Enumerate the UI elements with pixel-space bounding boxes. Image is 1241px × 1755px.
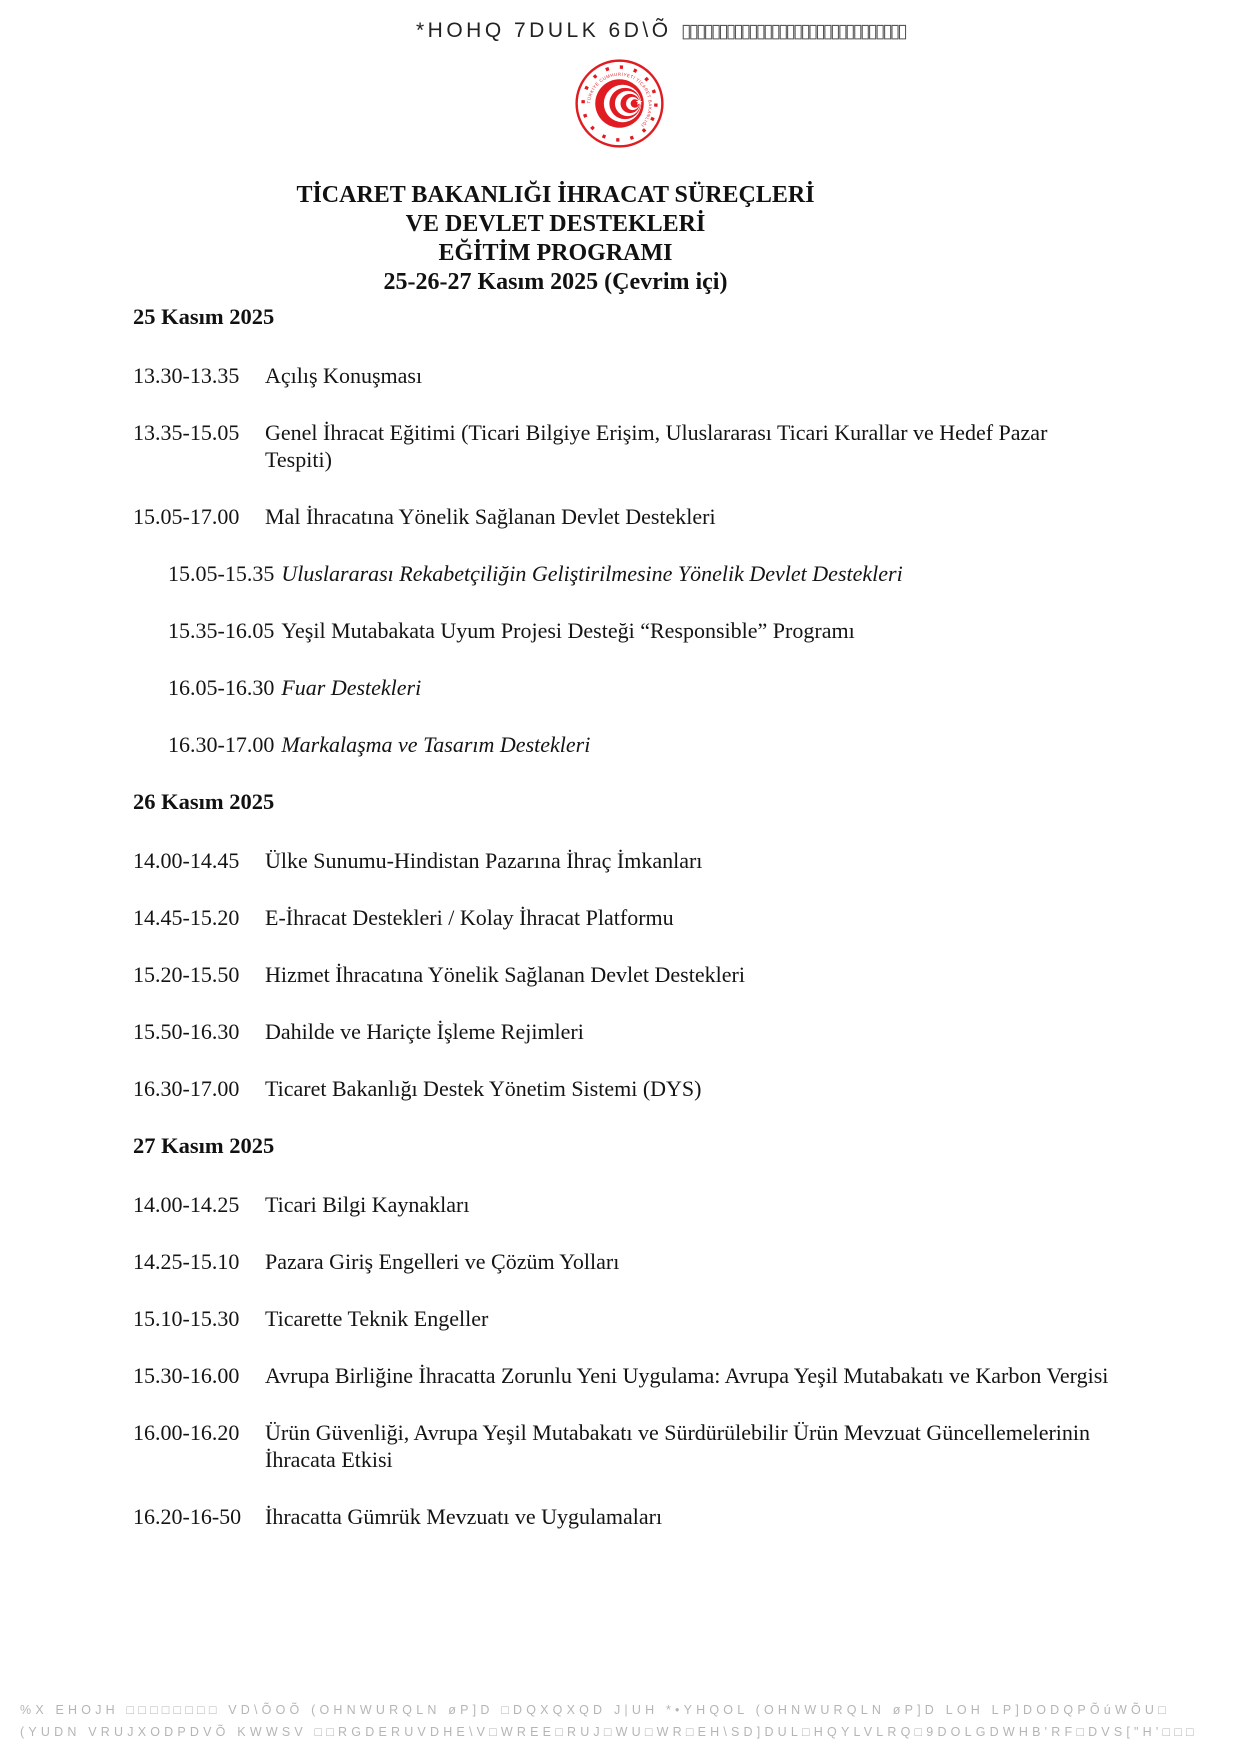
schedule-item bbox=[133, 1191, 1115, 1218]
item-title: Genel İhracat Eğitimi (Ticari Bilgiye Erişim, Uluslararası Ticari Kurallar ve Hedef Pazar Tespiti) bbox=[265, 420, 1048, 472]
schedule-item bbox=[168, 617, 1115, 644]
title-line-2: VE DEVLET DESTEKLERİ bbox=[405, 211, 706, 237]
item-time: 15.05-15.35 bbox=[168, 561, 275, 586]
schedule-item bbox=[133, 961, 1115, 988]
day-section bbox=[133, 303, 1115, 758]
incoming-stamp-placeholder bbox=[416, 19, 905, 43]
item-title: Markalaşma ve Tasarım Destekleri bbox=[281, 732, 591, 757]
item-time: 14.45-15.20 bbox=[133, 905, 240, 930]
item-title: Pazara Giriş Engelleri ve Çözüm Yolları bbox=[265, 1249, 620, 1274]
item-title: Uluslararası Rekabetçiliğin Geliştirilmesine Yönelik Devlet Destekleri bbox=[281, 561, 903, 586]
item-time: 15.35-16.05 bbox=[168, 618, 275, 643]
item-time: 15.05-17.00 bbox=[133, 504, 240, 529]
item-time: 16.00-16.20 bbox=[133, 1420, 240, 1445]
schedule-item bbox=[133, 362, 1115, 389]
item-time: 16.30-17.00 bbox=[133, 1076, 240, 1101]
item-title: Ülke Sunumu-Hindistan Pazarına İhraç İmkanları bbox=[265, 848, 703, 873]
day-heading: 26 Kasım 2025 bbox=[133, 789, 275, 814]
day-section bbox=[133, 1132, 1115, 1530]
footer-line-2: (YUDN VRUJXODPDVÕ KWWSV □□RGDERUVDHE\V□WREE□RUJ□WU□WR□EH\SD]DUL□HQYLVLRQ□9DOLGDWHB'RF□DVS["H'□□□ bbox=[20, 1725, 1198, 1739]
footer-line-1: %X EHOJH □□□□□□□□ VD\ÕOÕ (OHNWURQLN øP]D □DQXQXQD J|UH *•YHQOL (OHNWURQLN øP]D LOH LP]DODQPÕúWÕU□ bbox=[20, 1703, 1170, 1717]
item-time: 15.30-16.00 bbox=[133, 1363, 240, 1388]
schedule-item bbox=[133, 1362, 1115, 1389]
schedule-item bbox=[133, 1248, 1115, 1275]
seal-crescents bbox=[595, 79, 644, 128]
item-title: Dahilde ve Hariçte İşleme Rejimleri bbox=[265, 1019, 584, 1044]
seal-ring-textpath: TÜRKİYE CUMHURİYETİ TİCARET BAKANLIĞI bbox=[586, 71, 653, 129]
item-title: Ticari Bilgi Kaynakları bbox=[265, 1192, 470, 1217]
item-title: Açılış Konuşması bbox=[265, 363, 423, 388]
item-title: Avrupa Birliğine İhracatta Zorunlu Yeni Uygulama: Avrupa Yeşil Mutabakatı ve Karbon Vergisi bbox=[265, 1363, 1109, 1388]
item-time: 15.10-15.30 bbox=[133, 1306, 240, 1331]
item-time: 16.30-17.00 bbox=[168, 732, 275, 757]
item-time: 16.05-16.30 bbox=[168, 675, 275, 700]
schedule-item bbox=[133, 1503, 1115, 1530]
item-title: Ticaret Bakanlığı Destek Yönetim Sistemi (DYS) bbox=[265, 1076, 702, 1101]
item-title: İhracatta Gümrük Mevzuatı ve Uygulamaları bbox=[265, 1504, 663, 1529]
item-time: 15.20-15.50 bbox=[133, 962, 240, 987]
schedule-item bbox=[133, 503, 1115, 530]
schedule-item bbox=[133, 1018, 1115, 1045]
item-time: 14.00-14.45 bbox=[133, 848, 240, 873]
schedule-item bbox=[168, 731, 1115, 758]
schedule-item bbox=[133, 1305, 1115, 1332]
schedule-item bbox=[133, 1075, 1115, 1102]
item-title: E-İhracat Destekleri / Kolay İhracat Platformu bbox=[265, 905, 674, 930]
day-heading: 25 Kasım 2025 bbox=[133, 304, 275, 329]
day-heading: 27 Kasım 2025 bbox=[133, 1133, 275, 1158]
item-title: Mal İhracatına Yönelik Sağlanan Devlet Destekleri bbox=[265, 504, 716, 529]
item-title: Yeşil Mutabakata Uyum Projesi Desteği “Responsible” Programı bbox=[281, 618, 855, 643]
item-time: 16.20-16-50 bbox=[133, 1504, 242, 1529]
item-title: Fuar Destekleri bbox=[281, 675, 422, 700]
item-time: 13.30-13.35 bbox=[133, 363, 240, 388]
title-line-3: EĞİTİM PROGRAMI bbox=[438, 240, 673, 266]
item-title: Ürün Güvenliği, Avrupa Yeşil Mutabakatı ve Sürdürülebilir Ürün Mevzuat Güncellemelerinin İhracata Etkisi bbox=[265, 1420, 1091, 1472]
signature-footer bbox=[20, 1699, 1235, 1743]
schedule-item bbox=[133, 419, 1115, 473]
title-line-1: TİCARET BAKANLIĞI İHRACAT SÜREÇLERİ bbox=[296, 182, 815, 208]
item-title: Ticarette Teknik Engeller bbox=[265, 1306, 489, 1331]
day-section bbox=[133, 788, 1115, 1102]
ministry-of-trade-logo-icon bbox=[575, 59, 664, 148]
item-time: 15.50-16.30 bbox=[133, 1019, 240, 1044]
document-title bbox=[133, 0, 978, 297]
schedule-item bbox=[168, 560, 1115, 587]
item-title: Hizmet İhracatına Yönelik Sağlanan Devlet Destekleri bbox=[265, 962, 745, 987]
title-line-4: 25-26-27 Kasım 2025 (Çevrim içi) bbox=[383, 269, 728, 295]
missing-glyph-boxes-icon: ▯▯▯▯▯▯▯▯▯▯▯▯▯▯▯▯▯▯▯▯▯▯▯▯▯▯▯▯▯▯ bbox=[680, 21, 905, 42]
item-time: 13.35-15.05 bbox=[133, 420, 240, 445]
schedule-item bbox=[133, 1419, 1115, 1473]
stamp-text: *HOHQ 7DULK 6D\Õ bbox=[416, 19, 672, 42]
schedule-item bbox=[133, 847, 1115, 874]
schedule bbox=[133, 303, 1115, 1530]
item-time: 14.00-14.25 bbox=[133, 1192, 240, 1217]
schedule-item bbox=[133, 904, 1115, 931]
item-time: 14.25-15.10 bbox=[133, 1249, 240, 1274]
schedule-item bbox=[168, 674, 1115, 701]
